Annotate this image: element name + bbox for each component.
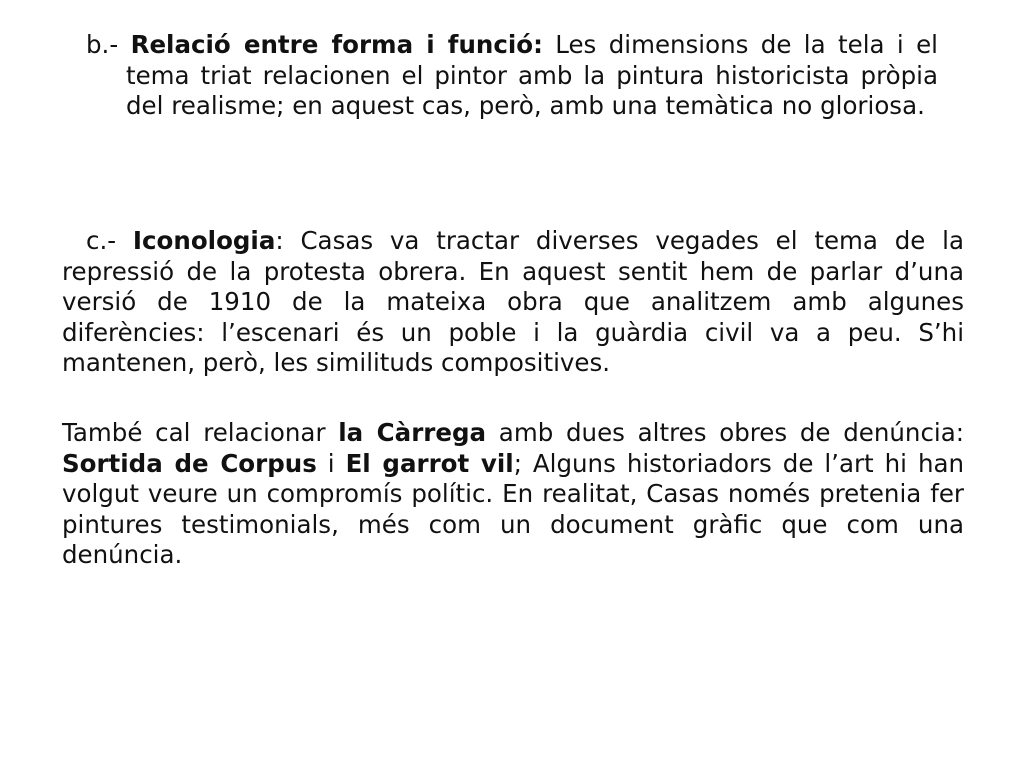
- paragraph-related-works: [62, 418, 964, 571]
- paragraph-form-function: [86, 30, 938, 122]
- paragraph-body-c: : Casas va tractar diverses vegades el tema de la repressió de la protesta obrera. En aquest sentit hem de parlar d’una versió de 1910 de la mateixa obra que analitzem amb algunes diferències: l’escenari és un poble i la guàrdia civil va a peu. S’hi mantenen, però, les similituds compositives.: [62, 226, 964, 377]
- heading-iconology: Iconologia: [132, 226, 276, 255]
- paragraph-marker-c: c.-: [86, 226, 133, 255]
- paragraph-marker-b: b.-: [86, 30, 131, 59]
- related-text-3: i: [316, 448, 346, 478]
- heading-form-function: Relació entre forma i funció:: [130, 30, 543, 59]
- work-title-la-carrega: la Càrrega: [338, 418, 487, 447]
- work-title-sortida-de-corpus: Sortida de Corpus: [62, 448, 317, 478]
- paragraph-body-b: Les dimensions de la tela i el tema triat relacionen el pintor amb la pintura historicista pròpia del realisme; en aquest cas, però, amb una temàtica no gloriosa.: [126, 30, 938, 120]
- related-text-1: També cal relacionar: [62, 418, 339, 447]
- work-title-el-garrot-vil: El garrot vil: [345, 448, 514, 478]
- related-text-2: amb dues altres obres de denúncia:: [486, 418, 964, 447]
- paragraph-iconology: [62, 226, 964, 379]
- related-text-4: ; Alguns historiadors de l’art hi han volgut veure un compromís polític. En realitat, Casas només pretenia fer pintures testimonials, més com un document gràfic que com una denúncia.: [62, 448, 965, 569]
